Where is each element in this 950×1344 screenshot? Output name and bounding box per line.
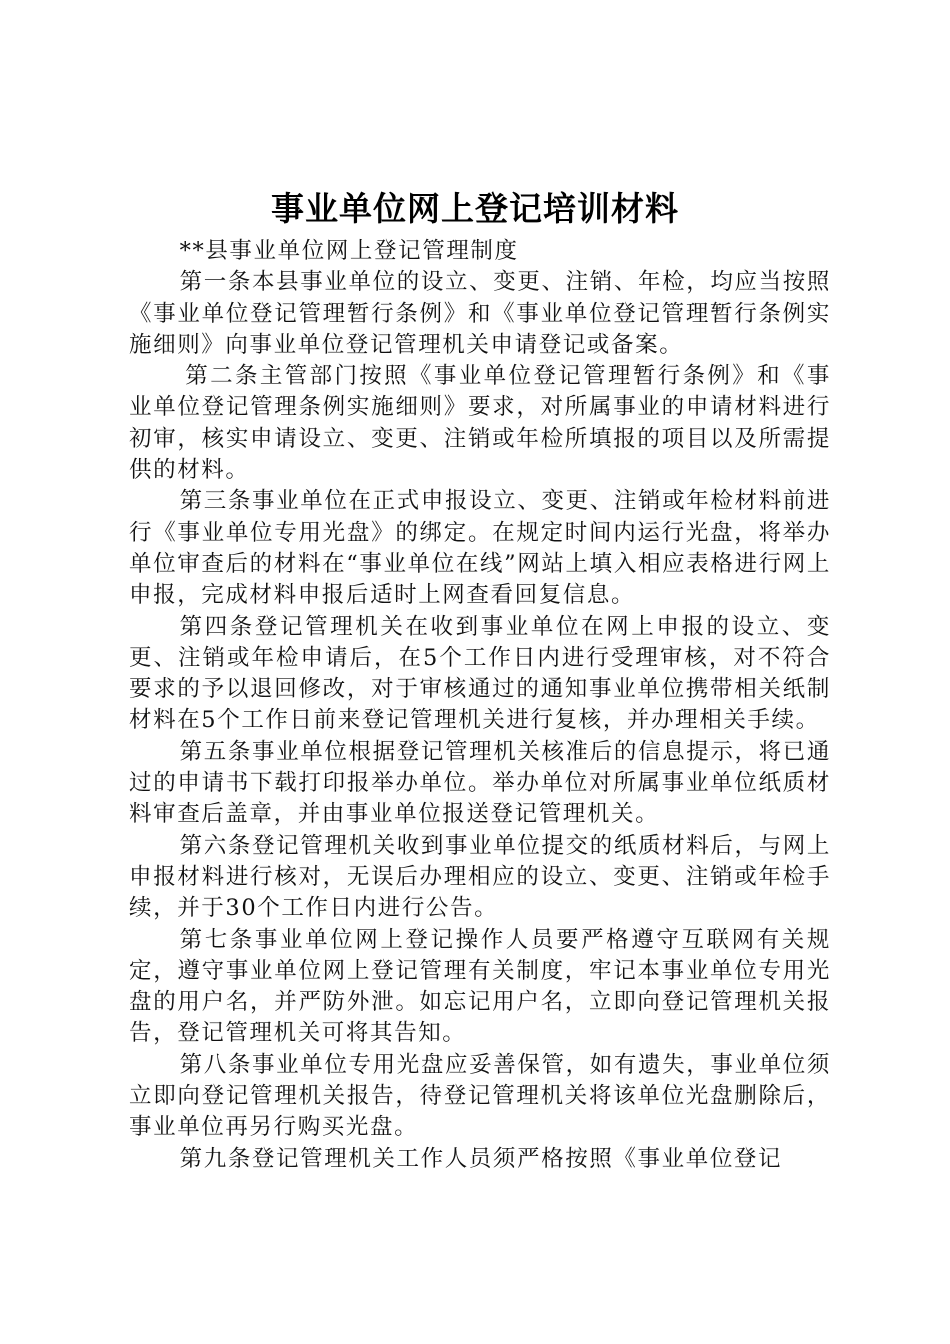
article-2-paragraph: 第二条主管部门按照《事业单位登记管理暂行条例》和《事业单位登记管理条例实施细则》要求，对所属事业的申请材料进行初审，核实申请设立、变更、注销或年检所填报的项目以及所需提供的材料。 xyxy=(129,363,831,484)
article-4-paragraph: 第四条登记管理机关在收到事业单位在网上申报的设立、变更、注销或年检申请后，在5个工作日内进行受理审核，对不符合要求的予以退回修改，对于审核通过的通知事业单位携带相关纸制材料在5个工作日前来登记管理机关进行复核，并办理相关手续。 xyxy=(129,613,831,734)
article-3-paragraph: 第三条事业单位在正式申报设立、变更、注销或年检材料前进行《事业单位专用光盘》的绑定。在规定时间内运行光盘，将举办单位审查后的材料在“事业单位在线”网站上填入相应表格进行网上申报，完成材料申报后适时上网查看回复信息。 xyxy=(129,488,831,609)
document-body xyxy=(129,236,831,1175)
article-8-paragraph: 第八条事业单位专用光盘应妥善保管，如有遗失，事业单位须立即向登记管理机关报告，待登记管理机关将该单位光盘删除后，事业单位再另行购买光盘。 xyxy=(129,1051,831,1141)
article-7-paragraph: 第七条事业单位网上登记操作人员要严格遵守互联网有关规定，遵守事业单位网上登记管理有关制度，牢记本事业单位专用光盘的用户名，并严防外泄。如忘记用户名，立即向登记管理机关报告，登记管理机关可将其告知。 xyxy=(129,926,831,1047)
article-9-paragraph: 第九条登记管理机关工作人员须严格按照《事业单位登记 xyxy=(179,1145,783,1172)
article-5-paragraph: 第五条事业单位根据登记管理机关核准后的信息提示，将已通过的申请书下载打印报举办单位。举办单位对所属事业单位纸质材料审查后盖章，并由事业单位报送登记管理机关。 xyxy=(129,738,831,828)
article-1-paragraph: 第一条本县事业单位的设立、变更、注销、年检，均应当按照《事业单位登记管理暂行条例》和《事业单位登记管理暂行条例实施细则》向事业单位登记管理机关申请登记或备案。 xyxy=(129,269,831,358)
document-subtitle: **县事业单位网上登记管理制度 xyxy=(179,238,519,264)
article-6-paragraph: 第六条登记管理机关收到事业单位提交的纸质材料后，与网上申报材料进行核对，无误后办理相应的设立、变更、注销或年检手续，并于30个工作日内进行公告。 xyxy=(129,832,831,922)
document-title: 事业单位网上登记培训材料 xyxy=(271,189,679,228)
